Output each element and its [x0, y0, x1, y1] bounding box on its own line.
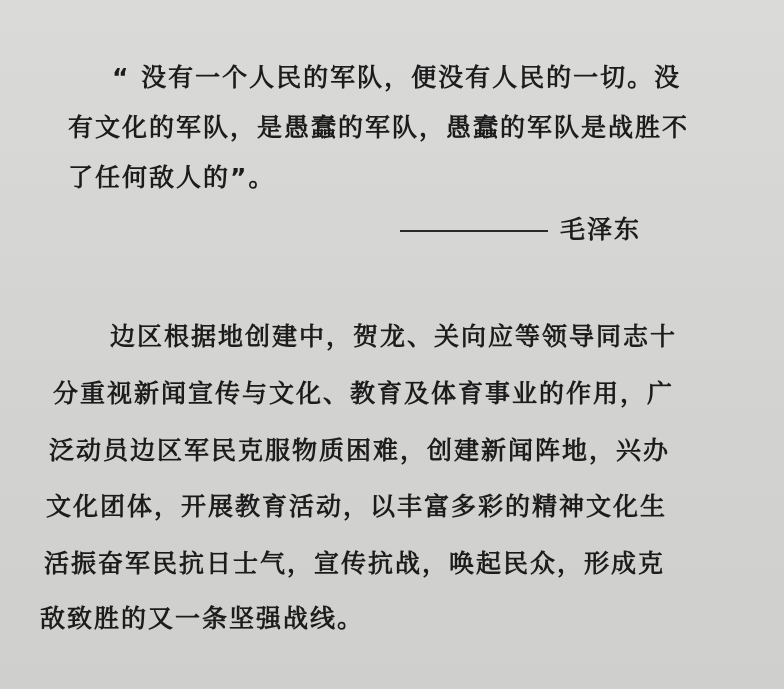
paragraph-line-6: 敌致胜的又一条坚强战线。 [40, 604, 365, 633]
quote-line-2: 有文化的军队，是愚蠢的军队，愚蠢的军队是战胜不 [68, 113, 690, 142]
paragraph-line-1: 边区根据地创建中，贺龙、关向应等领导同志十 [110, 322, 678, 351]
quote-line-1: “ 没有一个人民的军队，便没有人民的一切。没 [112, 63, 682, 92]
paragraph-line-4: 文化团体，开展教育活动，以丰富多彩的精神文化生 [46, 492, 668, 521]
paragraph-line-2: 分重视新闻宣传与文化、教育及体育事业的作用，广 [53, 379, 675, 408]
quote-line-3: 了任何敌人的”。 [68, 163, 276, 192]
paragraph-line-5: 活振奋军民抗日士气，宣传抗战，唤起民众，形成克 [44, 549, 666, 578]
quote-author: 毛泽东 [560, 215, 642, 244]
paragraph-line-3: 泛动员边区军民克服物质困难，创建新闻阵地，兴办 [49, 436, 671, 465]
attribution-dash [400, 230, 548, 232]
